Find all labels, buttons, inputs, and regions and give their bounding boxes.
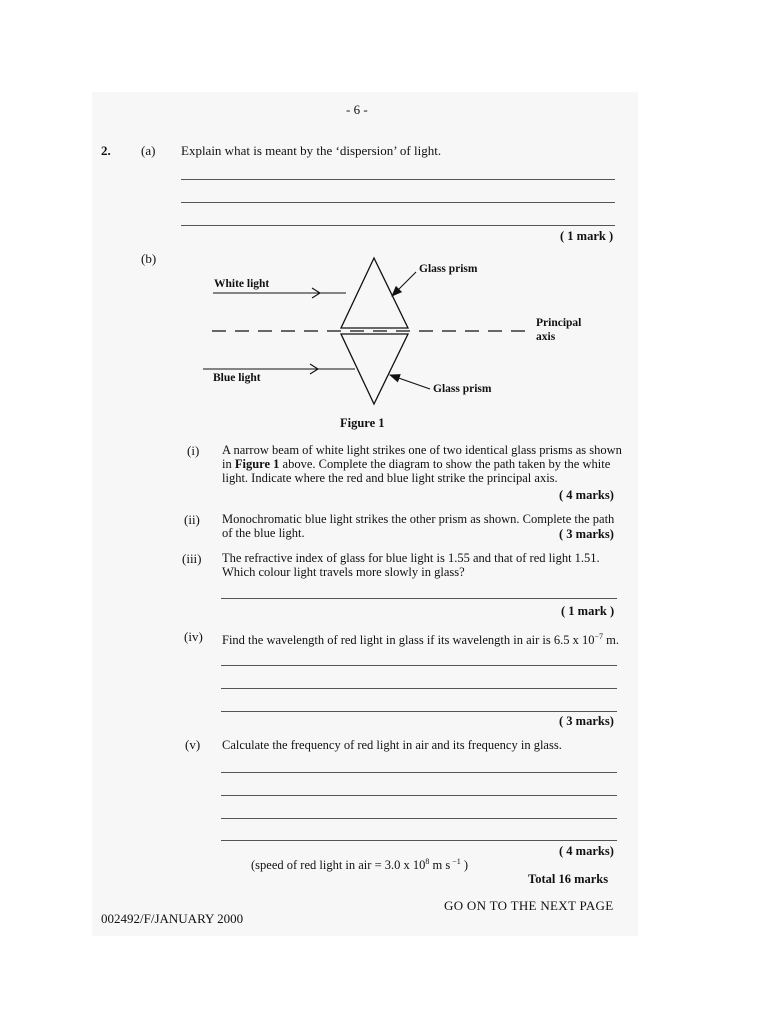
question-number: 2. — [101, 143, 111, 158]
part-i-line-2-post: above. Complete the diagram to show the path taken by the white — [279, 457, 611, 471]
answer-line — [221, 688, 617, 689]
part-i-line-2 — [222, 457, 627, 471]
answer-line — [221, 665, 617, 666]
part-iv-marks: ( 3 marks) — [559, 714, 614, 728]
part-ii-line-2: of the blue light. — [222, 526, 305, 540]
speed-note-post: ) — [460, 858, 469, 873]
white-light-label: White light — [214, 278, 270, 290]
speed-of-light-note — [251, 857, 468, 873]
part-iii-line-2: Which colour light travels more slowly in glass? — [222, 565, 465, 579]
paper-code: 002492/F/JANUARY 2000 — [101, 911, 244, 926]
glass-prism-label-top: Glass prism — [419, 263, 478, 275]
part-i-line-1: A narrow beam of white light strikes one of two identical glass prisms as shown — [222, 443, 622, 457]
answer-line — [221, 795, 617, 796]
principal-axis-label-1: Principal — [536, 317, 582, 329]
part-iii-marks: ( 1 mark ) — [561, 604, 615, 618]
principal-axis-label-2: axis — [536, 331, 556, 343]
bottom-prism-pointer — [390, 375, 430, 389]
part-b-label: (b) — [141, 251, 157, 266]
part-iv-text-post: m. — [603, 633, 620, 648]
part-iv-text-pre: Find the wavelength of red light in glass if its wavelength in air is 6.5 x 10 — [222, 633, 595, 648]
answer-line — [221, 818, 617, 819]
part-i-line-3: light. Indicate where the red and blue light strike the principal axis. — [222, 471, 558, 485]
part-i-text — [222, 443, 627, 485]
top-prism-pointer — [392, 272, 416, 296]
answer-line — [221, 711, 617, 712]
figure-reference: Figure 1 — [234, 457, 280, 471]
part-iii-text — [222, 551, 627, 579]
speed-note-pre: (speed of red light in air = 3.0 x 10 — [251, 858, 426, 873]
part-v-text: Calculate the frequency of red light in air and its frequency in glass. — [222, 738, 562, 752]
part-a-marks: ( 1 mark ) — [560, 229, 614, 243]
speed-units: m s — [429, 858, 451, 873]
part-a-label: (a) — [141, 143, 156, 158]
figure-caption: Figure 1 — [340, 416, 385, 430]
answer-line — [221, 840, 617, 841]
part-a-text: Explain what is meant by the ‘dispersion’ of light. — [181, 143, 442, 158]
part-i-marks: ( 4 marks) — [559, 488, 614, 502]
go-on-next-page: GO ON TO THE NEXT PAGE — [444, 898, 614, 913]
part-ii-marks: ( 3 marks) — [559, 527, 614, 541]
total-marks: Total 16 marks — [528, 872, 609, 886]
part-iv-label: (iv) — [184, 629, 203, 644]
part-iv-text — [222, 630, 627, 647]
part-iii-label: (iii) — [182, 551, 202, 566]
answer-line — [221, 598, 617, 599]
part-v-marks: ( 4 marks) — [559, 844, 614, 858]
part-ii-line-1: Monochromatic blue light strikes the other prism as shown. Complete the path — [222, 512, 615, 526]
top-glass-prism — [341, 258, 408, 328]
part-ii-label: (ii) — [184, 512, 200, 527]
answer-line — [221, 772, 617, 773]
page-number: - 6 - — [346, 102, 368, 117]
part-iii-line-1: The refractive index of glass for blue light is 1.55 and that of red light 1.51. — [222, 551, 600, 565]
part-iv-exponent: −7 — [594, 632, 604, 641]
glass-prism-label-bottom: Glass prism — [433, 383, 492, 395]
part-i-label: (i) — [187, 443, 200, 458]
speed-exponent: 8 — [425, 857, 430, 866]
speed-units-exponent: −1 — [450, 857, 461, 866]
part-i-line-2-pre: in — [222, 457, 235, 471]
blue-light-label: Blue light — [213, 372, 261, 384]
part-v-label: (v) — [185, 737, 201, 752]
